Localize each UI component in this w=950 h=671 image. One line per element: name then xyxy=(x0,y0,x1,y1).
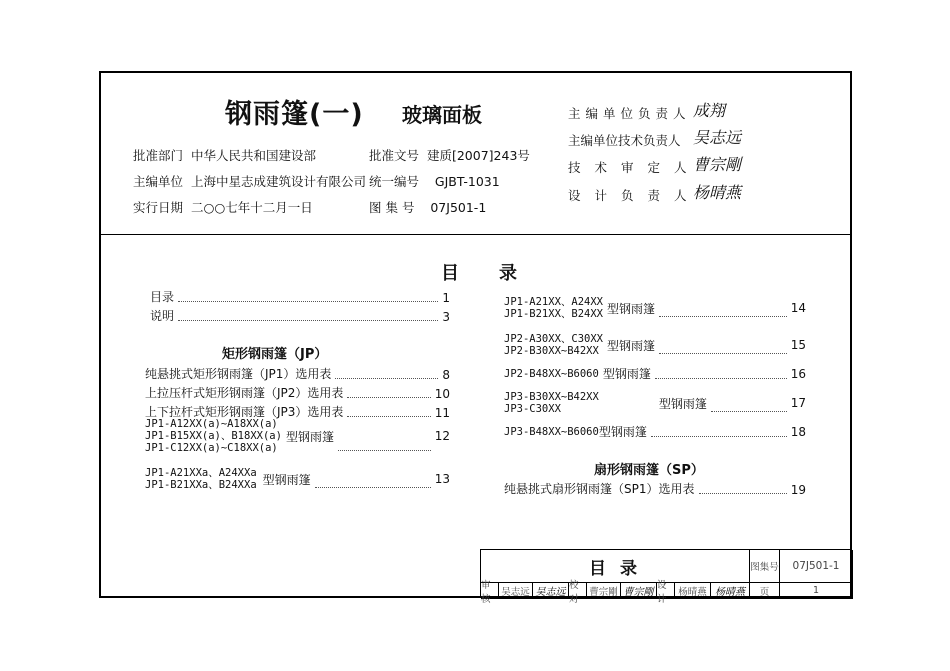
toc-group-entry[interactable] xyxy=(504,365,806,382)
toc-entry[interactable] xyxy=(150,307,450,324)
reviewer-name: 吴志远 xyxy=(499,583,533,599)
signature-review: 曹宗剛 xyxy=(693,155,742,174)
toc-entry-title: 上拉压杆式矩形钢雨篷（JP2）选用表 xyxy=(145,386,344,400)
info-effective-date: 实行日期 二○○七年十二月一日 xyxy=(133,200,313,215)
code-list: JP2-B48XX~B6060 xyxy=(504,367,599,380)
info-approval-dept: 批准部门 中华人民共和国建设部 xyxy=(133,148,316,163)
resp-label-design: 设计负责人 xyxy=(568,188,701,203)
checker-label: 校对 xyxy=(569,583,587,599)
code-list: JP2-A30XX、C30XX JP2-B30XX~B42XX xyxy=(504,333,604,357)
toc-entry[interactable] xyxy=(150,288,450,305)
leader-dots xyxy=(347,396,430,398)
toc-entry-title: 型钢雨篷 xyxy=(658,396,707,411)
title-block-atlas-no: 07J501-1 xyxy=(780,550,853,583)
toc-heading: 目录 xyxy=(441,263,557,284)
leader-dots xyxy=(699,492,787,494)
leader-dots xyxy=(178,319,438,321)
toc-entry-page: 16 xyxy=(790,366,806,381)
title-block xyxy=(480,549,852,605)
leader-dots xyxy=(338,449,431,451)
toc-group-entry[interactable] xyxy=(504,423,806,440)
title-block-atlas-label: 图集号 xyxy=(750,550,780,583)
code-list: JP3-B48XX~B6060 xyxy=(504,425,599,438)
toc-entry-title: 纯悬挑式矩形钢雨篷（JP1）选用表 xyxy=(145,367,332,381)
designer-name: 杨晴燕 xyxy=(675,583,711,599)
code-list: JP1-A21XXa、A24XXa JP1-B21XXa、B24XXa xyxy=(145,467,257,491)
title-block-name: 目 录 xyxy=(481,550,750,583)
signature-tech: 吴志远 xyxy=(693,128,742,147)
leader-dots xyxy=(711,410,787,412)
header-divider xyxy=(99,234,852,235)
toc-entry[interactable] xyxy=(145,384,450,401)
leader-dots xyxy=(659,315,787,317)
toc-entry[interactable] xyxy=(145,365,450,382)
resp-label-chief-unit: 主编单位负责人 xyxy=(568,106,691,121)
toc-entry-title: 型钢雨篷 xyxy=(285,429,334,444)
toc-group-entry[interactable] xyxy=(504,296,806,320)
leader-dots xyxy=(651,435,787,437)
info-editor-unit: 主编单位 上海中星志成建筑设计有限公司 xyxy=(133,174,366,189)
checker-signature: 曹宗剛 xyxy=(621,583,657,599)
section-title-jp: 矩形钢雨篷（JP） xyxy=(222,347,328,362)
section-title-sp: 扇形钢雨篷（SP） xyxy=(594,463,704,478)
leader-dots xyxy=(335,377,438,379)
toc-entry-page: 10 xyxy=(434,387,450,401)
designer-signature: 杨晴燕 xyxy=(711,583,750,599)
toc-entry-page: 17 xyxy=(790,396,806,410)
info-unified-no: 统一编号 GJBT-1031 xyxy=(369,174,500,189)
code-list: JP3-B30XX~B42XX JP3-C30XX xyxy=(504,391,599,415)
toc-entry[interactable] xyxy=(504,480,806,497)
code-list: JP1-A12XX(a)~A18XX(a) JP1-B15XX(a)、B18XX(a) JP1-C12XX(a)~C18XX(a) xyxy=(145,418,282,454)
designer-label: 设计 xyxy=(657,583,675,599)
resp-label-tech: 主编单位技术负责人 xyxy=(568,133,681,148)
toc-entry-page: 1 xyxy=(442,291,450,305)
checker-name: 曹宗剛 xyxy=(587,583,621,599)
reviewer-label: 审核 xyxy=(481,583,499,599)
toc-entry-title: 目录 xyxy=(150,290,175,304)
toc-entry-page: 18 xyxy=(790,424,806,439)
toc-entry-page: 11 xyxy=(434,406,450,420)
toc-entry-title: 上下拉杆式矩形钢雨篷（JP3）选用表 xyxy=(145,405,344,419)
toc-entry-page: 3 xyxy=(442,310,450,324)
page-label: 页 xyxy=(750,583,780,599)
toc-entry-page: 15 xyxy=(790,338,806,352)
toc-group-entry[interactable] xyxy=(145,467,450,491)
signature-chief-unit: 成翔 xyxy=(693,101,726,120)
toc-entry-title: 型钢雨篷 xyxy=(602,367,651,381)
toc-entry-title: 纯悬挑式扇形钢雨篷（SP1）选用表 xyxy=(504,482,695,496)
leader-dots xyxy=(347,415,430,417)
toc-entry-title: 说明 xyxy=(150,309,175,323)
toc-entry-page: 12 xyxy=(434,429,450,443)
toc-entry-page: 19 xyxy=(790,483,806,497)
toc-entry-title: 型钢雨篷 xyxy=(262,472,311,487)
toc-entry-page: 8 xyxy=(442,368,450,382)
toc-entry-title: 型钢雨篷 xyxy=(598,425,647,439)
signature-design: 杨晴燕 xyxy=(693,183,742,202)
toc-entry-page: 13 xyxy=(434,472,450,486)
reviewer-signature: 吴志远 xyxy=(533,583,569,599)
info-approval-no: 批准文号 建质[2007]243号 xyxy=(369,148,530,163)
leader-dots xyxy=(659,352,787,354)
resp-label-review: 技术审定人 xyxy=(568,160,701,175)
atlas-title: 钢雨篷(一) xyxy=(225,99,364,130)
toc-entry-title: 型钢雨篷 xyxy=(607,338,656,353)
toc-group-entry[interactable] xyxy=(504,391,806,415)
leader-dots xyxy=(315,486,431,488)
leader-dots xyxy=(178,300,438,302)
toc-entry-title: 型钢雨篷 xyxy=(607,301,656,316)
toc-entry-page: 14 xyxy=(790,301,806,315)
atlas-subtitle: 玻璃面板 xyxy=(402,103,482,127)
leader-dots xyxy=(655,377,787,379)
info-atlas-no: 图 集 号 07J501-1 xyxy=(369,200,487,215)
toc-group-entry[interactable] xyxy=(145,418,450,454)
toc-group-entry[interactable] xyxy=(504,333,806,357)
code-list: JP1-A21XX、A24XX JP1-B21XX、B24XX xyxy=(504,296,604,320)
page-number: 1 xyxy=(780,583,853,599)
